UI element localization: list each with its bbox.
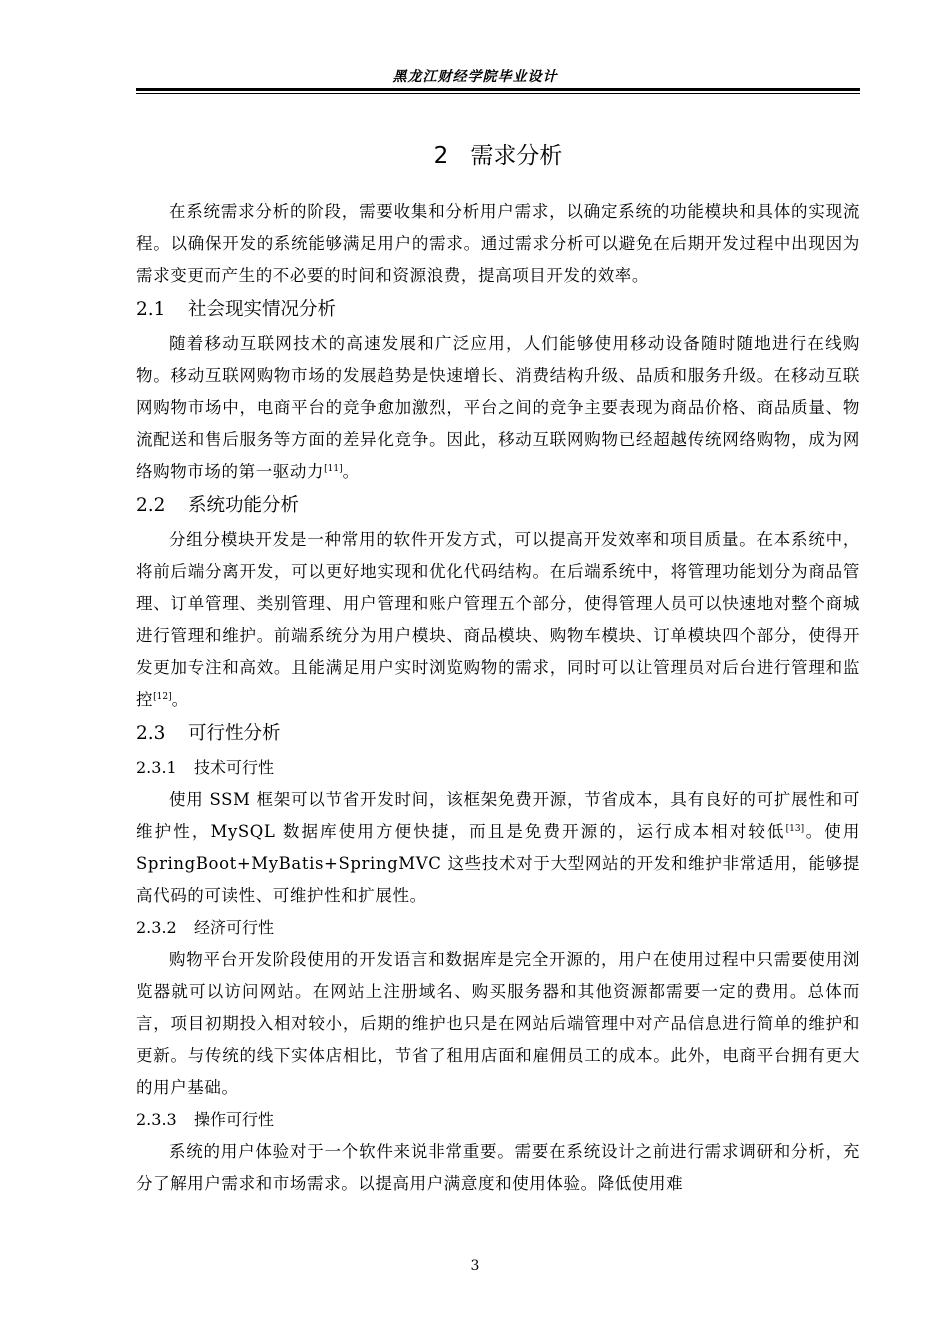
section-number: 2.1 bbox=[136, 299, 166, 320]
paragraph-end: 。 bbox=[171, 690, 189, 709]
section-number: 2.2 bbox=[136, 495, 166, 516]
paragraph-text: 使用 SSM 框架可以节省开发时间，该框架免费开源，节省成本，具有良好的可扩展性和可维护性，MySQL 数据库使用方便快捷，而且是免费开源的，运行成本相对较低 bbox=[136, 790, 860, 841]
citation: [12] bbox=[153, 692, 172, 702]
intro-paragraph: 在系统需求分析的阶段，需要收集和分析用户需求，以确定系统的功能模块和具体的实现流程。以确保开发的系统能够满足用户的需求。通过需求分析可以避免在后期开发过程中出现因为需求变更而产生的不必要的时间和资源浪费，提高项目开发的效率。 bbox=[136, 202, 860, 285]
subsection-number: 2.3.1 bbox=[136, 758, 177, 777]
subsection-title: 操作可行性 bbox=[194, 1110, 275, 1129]
paragraph-text-continued: 。使用 SpringBoot+MyBatis+SpringMVC 这些技术对于大型网站的开发和维护非常适用，能够提高代码的可读性、可维护性和扩展性。 bbox=[136, 822, 860, 905]
section-heading-2-1 bbox=[136, 292, 860, 328]
section-title: 可行性分析 bbox=[188, 723, 281, 744]
paragraph-text: 分组分模块开发是一种常用的软件开发方式，可以提高开发效率和项目质量。在本系统中，将前后端分离开发，可以更好地实现和优化代码结构。在后端系统中，将管理功能划分为商品管理、订单管理、类别管理、用户管理和账户管理五个部分，使得管理人员可以快速地对整个商城进行管理和维护。前端系统分为用户模块、商品模块、购物车模块、订单模块四个部分，使得开发更加专注和高效。且能满足用户实时浏览购物的需求，同时可以让管理员对后台进行管理和监控 bbox=[136, 530, 860, 709]
section-title: 系统功能分析 bbox=[188, 495, 300, 516]
chapter-number: 2 bbox=[433, 143, 449, 169]
page-content bbox=[136, 138, 860, 1200]
subsection-title: 技术可行性 bbox=[194, 758, 275, 777]
section-2-1-paragraph bbox=[136, 328, 860, 488]
section-heading-2-3 bbox=[136, 716, 860, 752]
subsection-heading-2-3-3 bbox=[136, 1104, 860, 1136]
header-rule-thick bbox=[136, 88, 860, 91]
section-2-3-2-paragraph: 购物平台开发阶段使用的开发语言和数据库是完全开源的，用户在使用过程中只需要使用浏览器就可以访问网站。在网站上注册域名、购买服务器和其他资源都需要一定的费用。总体而言，项目初期投入相对较小，后期的维护也只是在网站后端管理中对产品信息进行简单的维护和更新。与传统的线下实体店相比，节省了租用店面和雇佣员工的成本。此外，电商平台拥有更大的用户基础。 bbox=[136, 950, 860, 1097]
subsection-number: 2.3.3 bbox=[136, 1110, 177, 1129]
subsection-heading-2-3-1 bbox=[136, 752, 860, 784]
subsection-heading-2-3-2 bbox=[136, 912, 860, 944]
section-heading-2-2 bbox=[136, 488, 860, 524]
paragraph-end: 。 bbox=[342, 462, 360, 481]
page-number: 3 bbox=[470, 1258, 480, 1274]
section-2-2-paragraph bbox=[136, 524, 860, 716]
section-number: 2.3 bbox=[136, 723, 166, 744]
section-title: 社会现实情况分析 bbox=[188, 299, 337, 320]
citation: [13] bbox=[785, 824, 805, 834]
header-rule-thin bbox=[136, 93, 860, 94]
chapter-title-text: 需求分析 bbox=[470, 143, 563, 169]
section-2-3-3-paragraph: 系统的用户体验对于一个软件来说非常重要。需要在系统设计之前进行需求调研和分析，充分了解用户需求和市场需求。以提高用户满意度和使用体验。降低使用难 bbox=[136, 1142, 860, 1193]
subsection-number: 2.3.2 bbox=[136, 918, 177, 937]
running-header: 黑龙江财经学院毕业设计 bbox=[392, 69, 558, 85]
chapter-title bbox=[136, 138, 860, 174]
paragraph-text: 随着移动互联网技术的高速发展和广泛应用，人们能够使用移动设备随时随地进行在线购物。移动互联网购物市场的发展趋势是快速增长、消费结构升级、品质和服务升级。在移动互联网购物市场中，电商平台的竞争愈加激烈，平台之间的竞争主要表现为商品价格、商品质量、物流配送和售后服务等方面的差异化竞争。因此，移动互联网购物已经超越传统网络购物，成为网络购物市场的第一驱动力 bbox=[136, 334, 860, 481]
citation: [11] bbox=[324, 464, 343, 474]
section-2-3-1-paragraph bbox=[136, 784, 860, 912]
subsection-title: 经济可行性 bbox=[194, 918, 275, 937]
